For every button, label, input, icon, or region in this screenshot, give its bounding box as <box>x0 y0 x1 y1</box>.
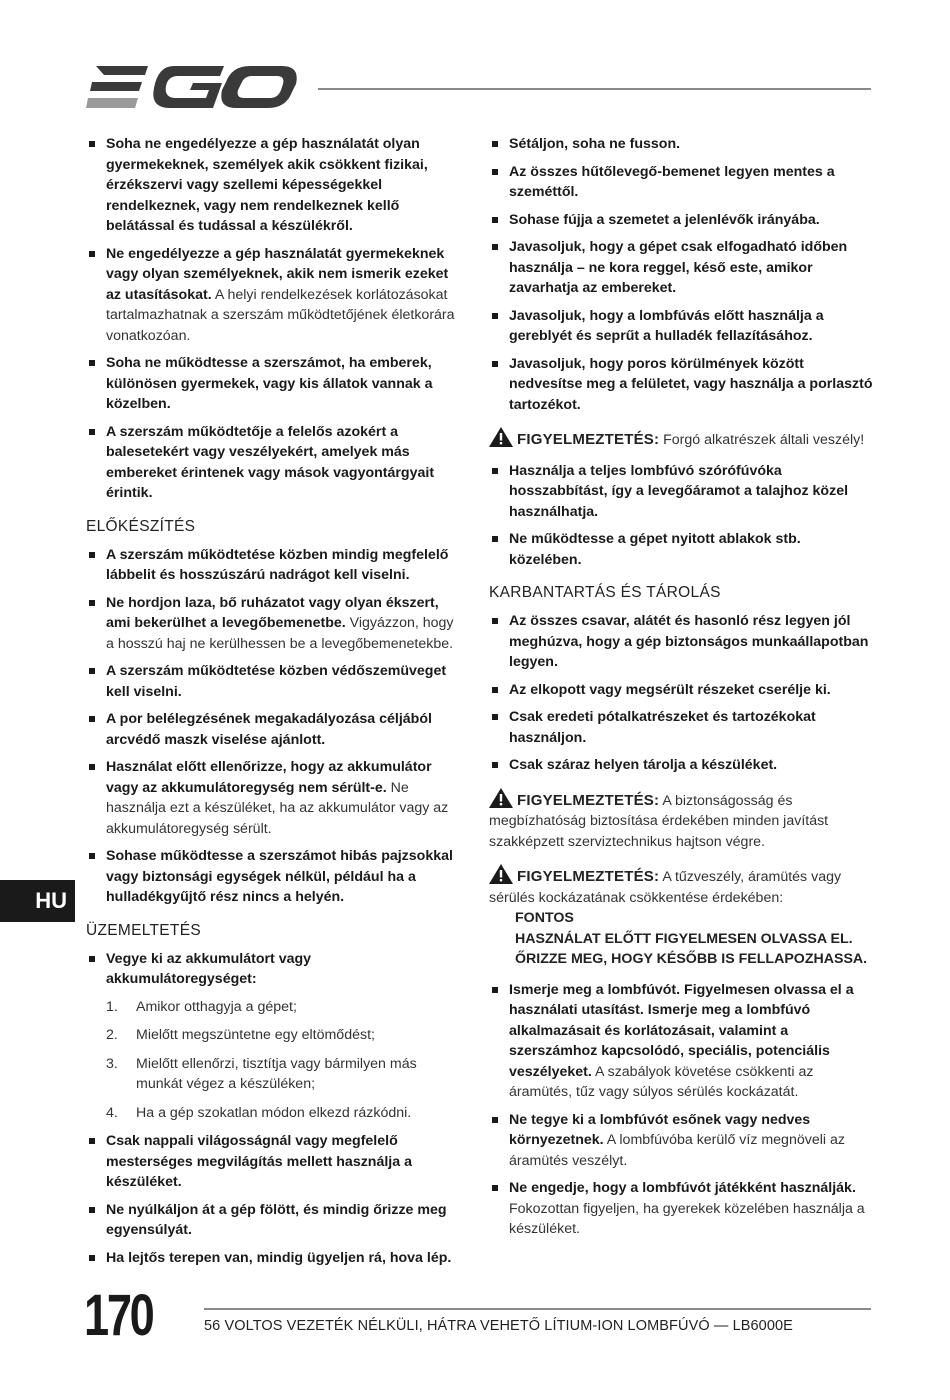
footer-rule <box>204 1308 871 1310</box>
list-item: A szerszám működtetője a felelős azokért a balesetekért vagy veszélyekért, amelyek más embereket érintenek vagy mások vagyontárgyait érintik. <box>86 422 464 504</box>
warning-icon <box>489 788 513 808</box>
list-item: Soha ne engedélyezze a gép használatát olyan gyermekeknek, személyek akik csökkent fizikai, érzékszervi vagy szellemi képességekkel rendelkeznek, vagy nem rendelkeznek kellő belátással és tudással a készülékről. <box>86 134 464 237</box>
list-item: Csak száraz helyen tárolja a készüléket. <box>489 755 874 776</box>
list-item: Használja a teljes lombfúvó szórófúvóka hosszabbítást, így a levegőáramot a talajhoz közel használhatja. <box>489 461 874 523</box>
ego-logo <box>86 62 298 114</box>
list-item: A szerszám működtetése közben mindig megfelelő lábbelit és hosszúszárú nadrágot kell viselni. <box>86 545 464 586</box>
list-item: Sohase működtesse a szerszámot hibás pajzsokkal vagy biztonsági egységek nélkül, például ha a hulladékgyűjtő rész nincs a helyén. <box>86 846 464 908</box>
footer-title: 56 VOLTOS VEZETÉK NÉLKÜLI, HÁTRA VEHETŐ LÍTIUM-ION LOMBFÚVÓ — LB6000E <box>204 1318 793 1334</box>
section-heading-maintenance: KARBANTARTÁS ÉS TÁROLÁS <box>489 584 721 601</box>
warning-label: FIGYELMEZTETÉS: <box>517 791 660 809</box>
list-item: Ne hordjon laza, bő ruházatot vagy olyan ékszert, ami bekerülhet a levegőbemenetbe. Vigyázzon, hogy a hosszú haj ne kerülhessen be a levegőbemenetekbe. <box>86 593 464 655</box>
list-item: Ne nyúlkáljon át a gép fölött, és mindig őrizze meg egyensúlyát. <box>86 1200 464 1241</box>
numbered-item: 2. Mielőtt megszüntetne egy eltömődést; <box>106 1027 375 1043</box>
list-item: Sétáljon, soha ne fusson. <box>489 134 874 155</box>
warning-label: FIGYELMEZTETÉS: <box>517 431 660 448</box>
warning-block <box>489 864 874 970</box>
list-item: Ne engedje, hogy a lombfúvót játékként használják. Fokozottan figyeljen, ha gyerekek közelében használja a készüléket. <box>489 1178 874 1240</box>
list-item: Csak eredeti pótalkatrészeket és tartozékokat használjon. <box>489 707 874 748</box>
language-tab: HU <box>0 880 75 922</box>
read-instructions-notice: HASZNÁLAT ELŐTT FIGYELMESEN OLVASSA EL. ŐRIZZE MEG, HOGY KÉSŐBB IS FELLAPOZHASSA. <box>515 930 868 967</box>
list-item: Soha ne működtesse a szerszámot, ha emberek, különösen gyermekek, vagy kis állatok vannak a közelben. <box>86 353 464 415</box>
list-item: Az elkopott vagy megsérült részeket cserélje ki. <box>489 680 874 701</box>
list-item: Ne tegye ki a lombfúvót esőnek vagy nedves környezetnek. A lombfúvóba kerülő víz megnöveli az áramütés veszélyt. <box>489 1110 874 1172</box>
section-heading-operation: ÜZEMELTETÉS <box>86 921 201 939</box>
list-item: A por belélegzésének megakadályozása céljából arcvédő maszk viselése ajánlott. <box>86 709 464 750</box>
warning-label: FIGYELMEZTETÉS: <box>517 868 660 885</box>
list-item: Használat előtt ellenőrizze, hogy az akkumulátor vagy az akkumulátoregység nem sérült-e. Ne használja ezt a készüléket, ha az akkumulátor vagy az akkumulátoregység sérült. <box>86 757 464 839</box>
section-heading-preparation: ELŐKÉSZÍTÉS <box>86 517 196 535</box>
left-column <box>86 134 464 1275</box>
list-item: Ne engedélyezze a gép használatát gyermekeknek vagy olyan személyeknek, akik nem ismerik ezeket az utasításokat. A helyi rendelkezések korlátozásokat tartalmazhatnak a szerszám működtetőjének életkorára vonatkozóan. <box>86 244 464 347</box>
list-item: Az összes hűtőlevegő-bemenet legyen mentes a szeméttől. <box>489 162 874 203</box>
important-label: FONTOS <box>515 910 574 926</box>
warning-block <box>489 788 874 853</box>
warning-text: A biztonságosság és megbízhatóság biztosítása érdekében minden javítást szakképzett szerviztechnikus hajtson végre. <box>489 792 829 850</box>
numbered-item: 1. Amikor otthagyja a gépet; <box>106 998 297 1015</box>
warning-text: A tűzveszély, áramütés vagy sérülés kockázatának csökkentése érdekében: <box>489 869 842 906</box>
page-number: 170 <box>84 1283 153 1348</box>
list-item: Ne működtesse a gépet nyitott ablakok stb. közelében. <box>489 529 874 570</box>
list-item: Javasoljuk, hogy a gépet csak elfogadható időben használja – ne kora reggel, késő este, amikor zavarhatja az embereket. <box>489 237 874 299</box>
numbered-item: 4. Ha a gép szokatlan módon elkezd rázkódni. <box>106 1104 412 1121</box>
list-item: Az összes csavar, alátét és hasonló rész legyen jól meghúzva, hogy a gép biztonságos munkaállapotban legyen. <box>489 611 874 673</box>
list-item: Javasoljuk, hogy poros körülmények között nedvesítse meg a felületet, vagy használja a porlasztó tartozékot. <box>489 354 874 416</box>
list-item: Csak nappali világosságnál vagy megfelelő mesterséges megvilágítás mellett használja a készüléket. <box>86 1131 464 1193</box>
list-item: Ha lejtős terepen van, mindig ügyeljen rá, hova lép. <box>86 1248 464 1269</box>
list-item: Vegye ki az akkumulátort vagy akkumulátoregységet: <box>86 949 464 990</box>
list-item: Javasoljuk, hogy a lombfúvás előtt használja a gereblyét és seprűt a hulladék fellazításához. <box>489 306 874 347</box>
list-item: A szerszám működtetése közben védőszemüveget kell viselni. <box>86 661 464 702</box>
header-rule <box>318 88 871 90</box>
numbered-item: 3. Mielőtt ellenőrzi, tisztítja vagy bármilyen más munkát végez a készüléken; <box>106 1055 417 1092</box>
warning-icon <box>489 864 513 884</box>
list-item: Ismerje meg a lombfúvót. Figyelmesen olvassa el a használati utasítást. Ismerje meg a lombfúvó alkalmazásait és korlátozásait, valamint a szerszámhoz kapcsolódó, speciális, potenciális veszélyeket. A szabályok követése csökkenti az áramütés, tűz vagy súlyos sérülés kockázatát. <box>489 980 874 1103</box>
list-item: Sohase fújja a szemetet a jelenlévők irányába. <box>489 210 874 231</box>
warning-icon <box>489 427 513 447</box>
warning-text: Forgó alkatrészek általi veszély! <box>659 432 865 448</box>
right-column <box>489 134 874 1247</box>
warning-block <box>489 427 874 451</box>
